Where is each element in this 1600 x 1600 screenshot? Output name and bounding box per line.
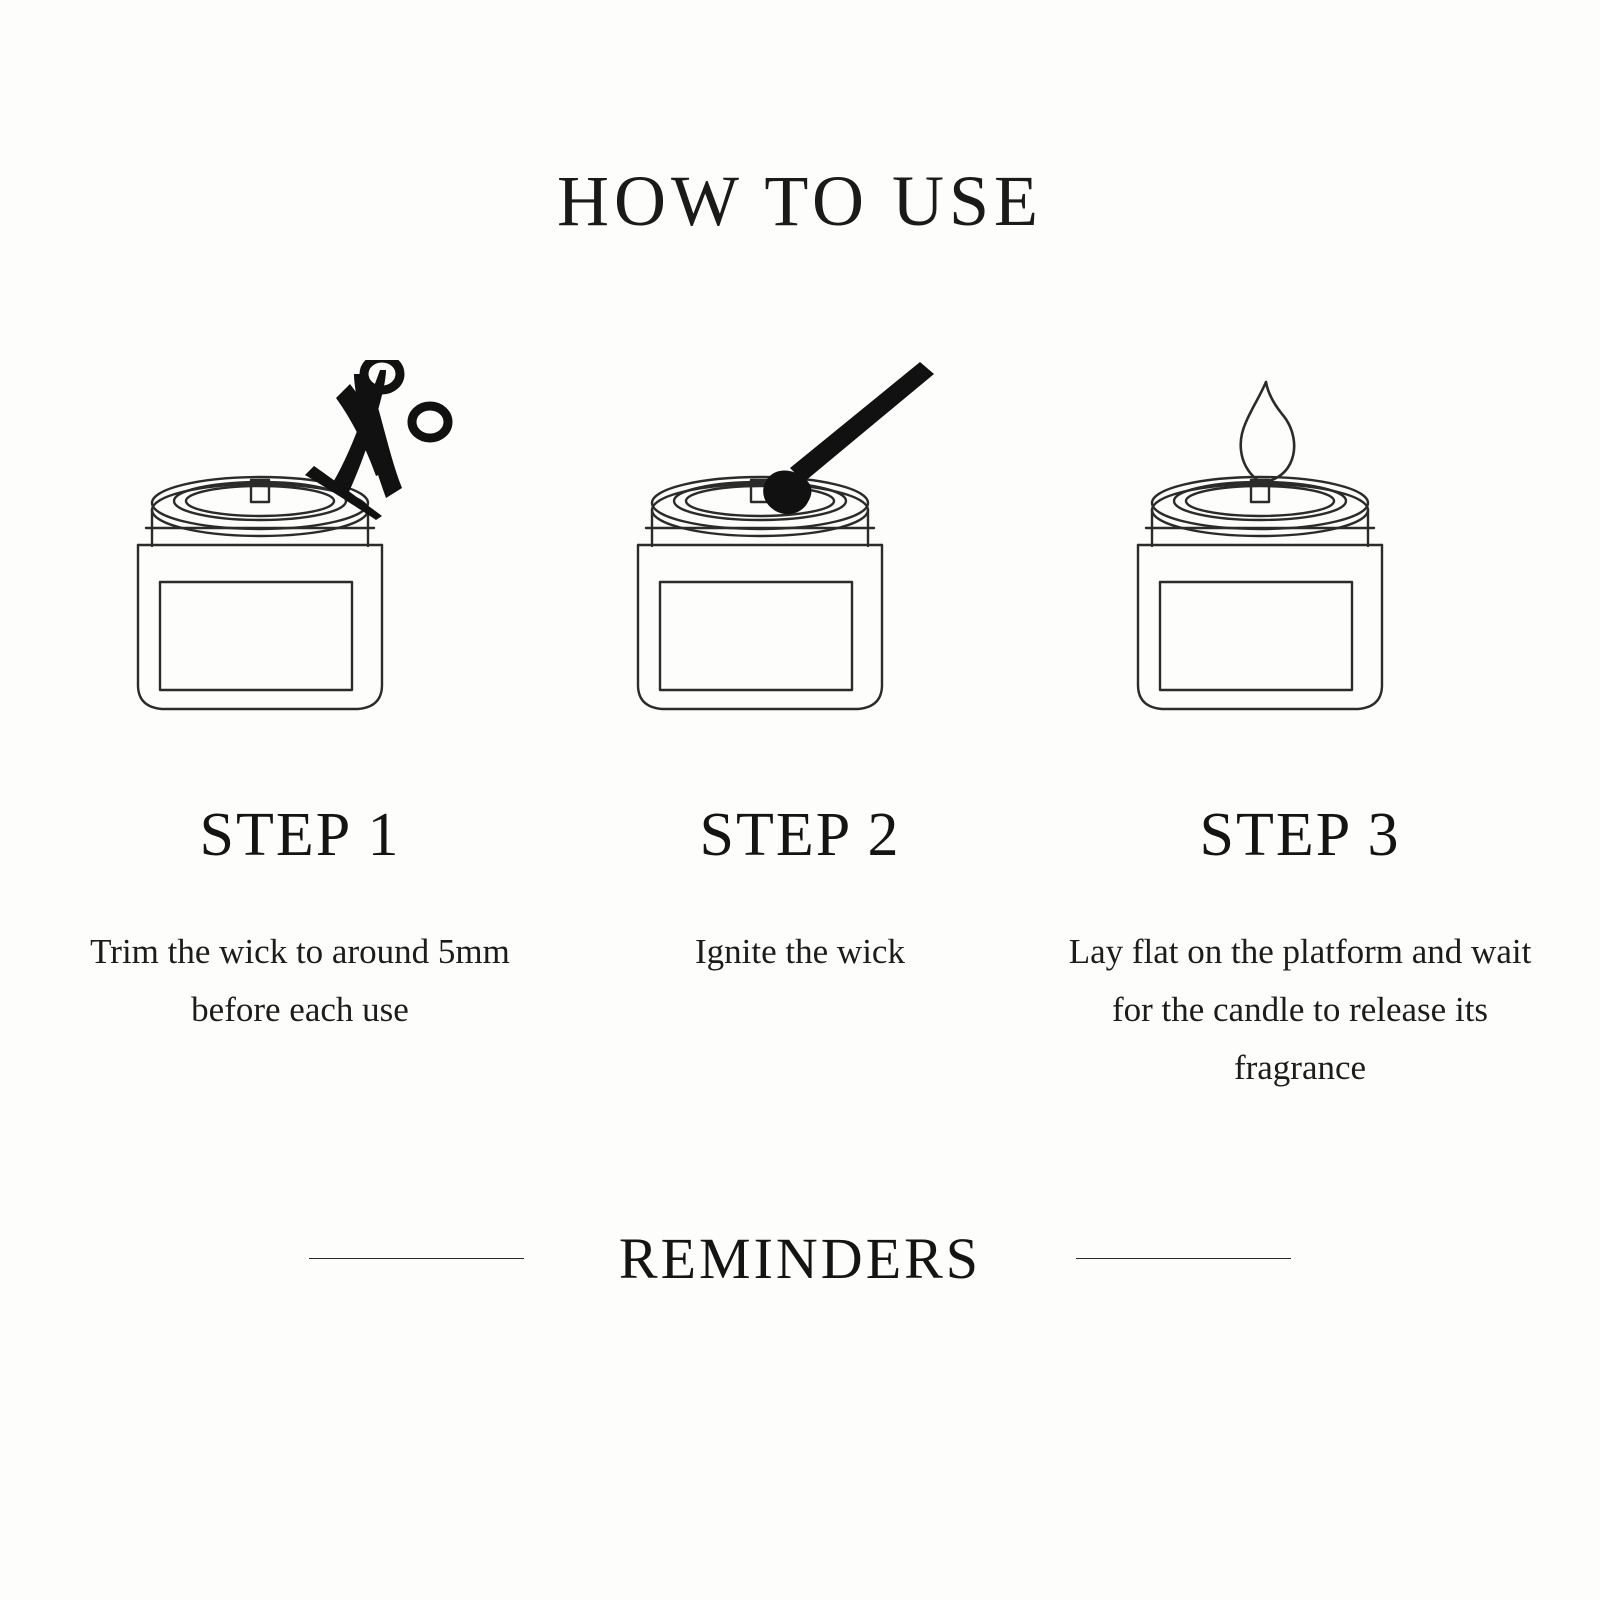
step-3-illustration (1090, 360, 1510, 760)
step-3-label: STEP 3 (1199, 801, 1401, 869)
candle-jar-with-match-icon (590, 360, 1010, 760)
step-2 (560, 360, 1040, 981)
candle-jar-with-flame-icon (1090, 360, 1510, 760)
step-2-label: STEP 2 (699, 801, 901, 869)
step-3-description: Lay flat on the platform and wait for the candle to release its fragrance (1068, 932, 1532, 1087)
step-1 (60, 360, 540, 1039)
reminders-rule-right (1076, 1258, 1291, 1259)
step-1-illustration (90, 360, 510, 760)
page-title: HOW TO USE (556, 161, 1044, 241)
reminders-section (0, 1225, 1600, 1292)
step-2-description: Ignite the wick (695, 932, 905, 971)
reminders-heading: REMINDERS (618, 1226, 982, 1291)
match-icon (763, 362, 934, 514)
flame-icon (1241, 382, 1294, 482)
candle-jar-with-scissors-icon (90, 360, 510, 760)
reminders-rule-left (309, 1258, 524, 1259)
step-1-description: Trim the wick to around 5mm before each use (90, 932, 510, 1029)
step-1-label: STEP 1 (199, 801, 401, 869)
steps-row (60, 360, 1540, 1096)
step-3 (1060, 360, 1540, 1096)
step-2-illustration (590, 360, 1010, 760)
